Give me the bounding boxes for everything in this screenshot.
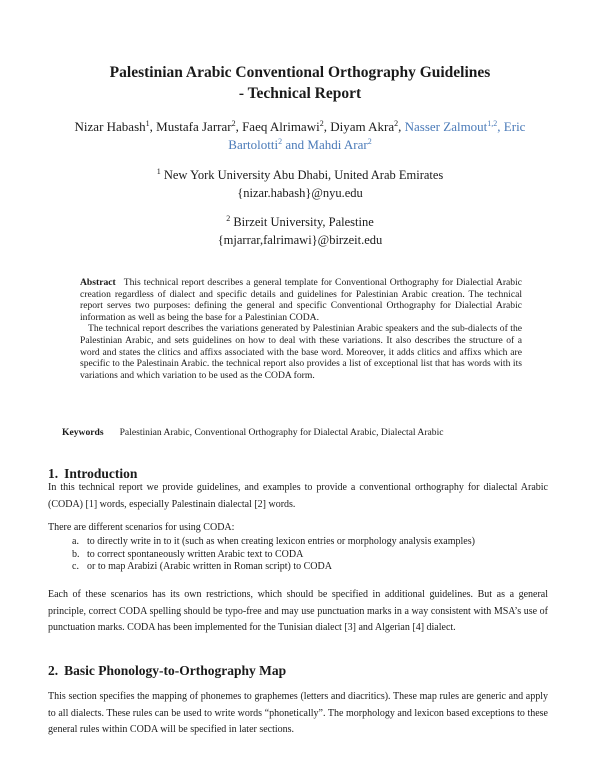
section-heading-phonology: 2. Basic Phonology-to-Orthography Map — [48, 663, 287, 678]
abstract-paragraph: The technical report describes the variations generated by Palestinian Arabic speakers and the sub-dialects of the Palestinian Arabic, and sets guidelines on how to deal with these variations. It also describes the structure of a word and states the clitics and affixs associated with the base word. Moreover, it adds clitics and affixs which are specific to the Palestinain Arabic. the technical report also provides a list of exceptional list that has words with its variations and which variation to be used as the CODA form. — [80, 323, 522, 381]
abstract — [80, 277, 522, 381]
paragraph: In this technical report we provide guidelines, and examples to provide a conventional orthography for dialectal Arabic (CODA) [1] words, especially Palestinain dialectal [2] words. — [48, 482, 548, 510]
section-heading-introduction: 1. Introduction — [48, 466, 138, 481]
affiliation-email: {mjarrar,falrimawi}@birzeit.edu — [217, 233, 383, 247]
author: Nizar Habash$^1$, — [74, 119, 157, 134]
abstract-paragraph: This technical report describes a general template for Conventional Orthography for Dialectial Arabic creation regardless of dialect and specific details and guidelines for Palestinian Arabic creation. The technical report serves two purposes: defining the general and specific Conventional Orthography for Dialectial Arabic information as well as being the base for a Palestinian CODA. — [80, 277, 522, 323]
paragraph: There are different scenarios for using CODA: — [48, 522, 235, 533]
author: Mustafa Jarrar$^2$, — [156, 119, 243, 134]
paper-title — [60, 62, 540, 104]
keywords-text: Palestinian Arabic, Conventional Orthography for Dialectal Arabic, Dialectal Arabic — [119, 427, 444, 438]
list-item: c. or to map Arabizi (Arabic written in Roman script) to CODA — [72, 561, 332, 572]
list-item: b. to correct spontaneously written Arabic text to CODA — [72, 548, 304, 560]
paragraph: This section specifies the mapping of phonemes to graphemes (letters and diacritics). These map rules are generic and apply to all dialects. These rules can be used to write words “phonetically”. The morphology and lexicon based exceptions to these general rules within CODA will be specified in later sections. — [48, 691, 548, 735]
author-list — [50, 118, 550, 154]
abstract-label: Abstract — [80, 277, 116, 288]
title-line-2: - Technical Report — [238, 85, 362, 102]
keywords-label: Keywords — [62, 427, 104, 438]
author: Diyam Akra$^2$, — [330, 119, 405, 134]
author-link[interactable]: Eric Bartolotti$^2$ and — [228, 119, 526, 152]
author-link[interactable]: Mahdi Arar$^2$ — [307, 137, 372, 152]
paragraph: Each of these scenarios has its own restrictions, which should be specified in additional guidelines. But as a general principle, correct CODA spelling should be typo-free and may use punctuation marks in a way consistent with MSA’s use of punctuation marks. CODA has been implemented for the Tunisian dialect [3] and Algerian [4] dialect. — [48, 589, 548, 633]
title-line-1: Palestinian Arabic Conventional Orthography Guidelines — [109, 64, 491, 81]
author-link[interactable]: Nasser Zalmout$^{1,2}$, — [404, 119, 504, 134]
author: Faeq Alrimawi$^2$, — [242, 119, 331, 134]
scenario-list — [48, 536, 548, 574]
affiliation-1: $^1$ New York University Abu Dhabi, United Arab Emirates {nizar.habash}@nyu.edu — [100, 166, 500, 202]
affiliation-2: $^2$ Birzeit University, Palestine {mjarrar,falrimawi}@birzeit.edu — [100, 213, 500, 249]
list-item: a. to directly write in to it (such as when creating lexicon entries or morphology analysis examples) — [72, 536, 475, 547]
affiliation-email: {nizar.habash}@nyu.edu — [237, 186, 363, 200]
keywords — [62, 427, 542, 439]
